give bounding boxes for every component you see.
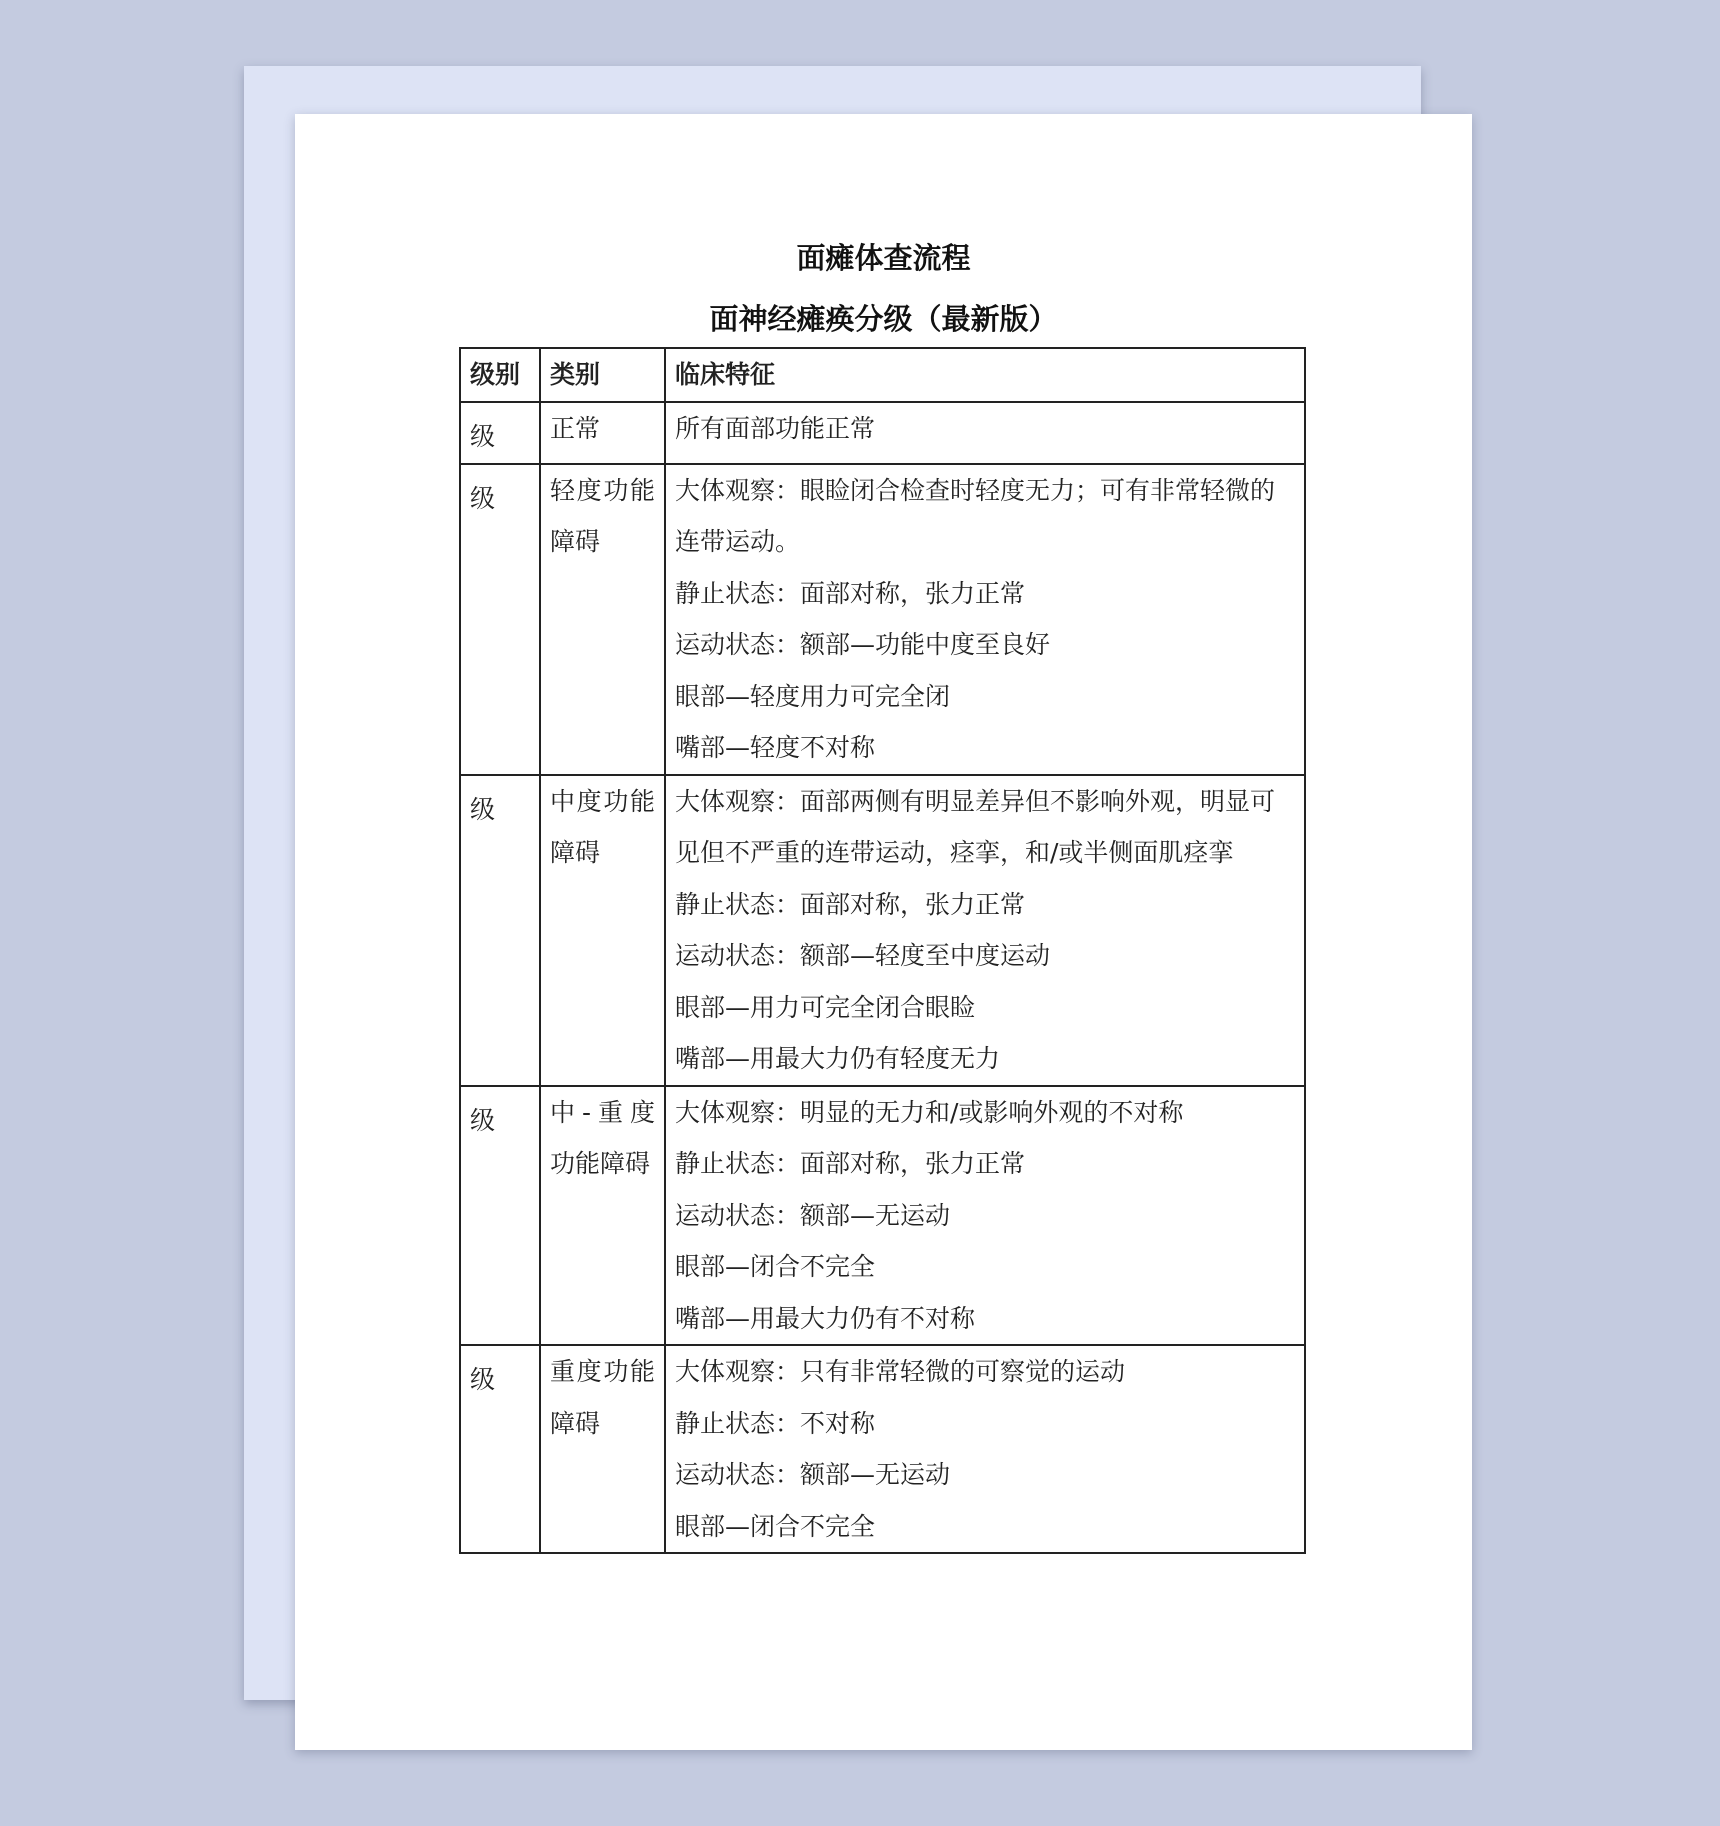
features-cell: [665, 464, 1305, 775]
level-cell: 级: [460, 464, 540, 775]
feature-line: 运动状态：额部—无运动: [675, 1200, 951, 1230]
feature-line: 眼部—闭合不完全: [675, 1511, 876, 1541]
features-cell: [665, 1086, 1305, 1346]
document-subtitle: 面神经瘫痪分级（最新版）: [709, 302, 1058, 336]
feature-line: 运动状态：额部—功能中度至良好: [675, 630, 1051, 659]
feature-line: 静止状态：面部对称，张力正常: [675, 578, 1026, 608]
feature-line: 运动状态：额部—轻度至中度运动: [675, 941, 1051, 970]
table-row: [460, 1345, 1305, 1553]
level-cell: 级: [460, 1086, 540, 1346]
feature-line: 大体观察：面部两侧有明显差异但不影响外观，明显可见但不严重的连带运动，痉挛，和/或半侧面肌痉挛: [675, 786, 1276, 867]
category-cell: 轻度功能障碍: [540, 464, 665, 775]
category-cell: 重度功能障碍: [540, 1345, 665, 1553]
document-page: [295, 114, 1472, 1750]
level-cell: 级: [460, 1345, 540, 1553]
feature-line: 嘴部—用最大力仍有轻度无力: [675, 1044, 1001, 1073]
features-cell: [665, 402, 1305, 464]
table-row: [460, 464, 1305, 775]
document-title: 面瘫体查流程: [796, 241, 971, 275]
grading-table: [459, 347, 1306, 1554]
features-cell: [665, 775, 1305, 1086]
feature-line: 静止状态：不对称: [675, 1408, 876, 1438]
feature-line: 眼部—闭合不完全: [675, 1252, 876, 1281]
category-cell: 中度功能障碍: [540, 775, 665, 1086]
feature-line: 静止状态：面部对称，张力正常: [675, 1149, 1026, 1178]
table-row: [460, 402, 1305, 464]
table-row: [460, 775, 1305, 1086]
feature-line: 静止状态：面部对称，张力正常: [675, 889, 1026, 919]
feature-line: 嘴部—轻度不对称: [675, 733, 876, 762]
feature-line: 大体观察：眼睑闭合检查时轻度无力；可有非常轻微的连带运动。: [675, 475, 1276, 556]
feature-line: 运动状态：额部—无运动: [675, 1460, 951, 1489]
feature-line: 嘴部—用最大力仍有不对称: [675, 1303, 976, 1333]
table-row: [460, 1086, 1305, 1346]
feature-line: 眼部—轻度用力可完全闭: [675, 681, 951, 711]
feature-line: 所有面部功能正常: [675, 414, 876, 443]
feature-line: 大体观察：只有非常轻微的可察觉的运动: [675, 1357, 1126, 1386]
category-cell: 正常: [540, 402, 665, 464]
header-features: 临床特征: [665, 348, 1305, 402]
level-cell: 级: [460, 775, 540, 1086]
category-cell: 中-重度功能障碍: [540, 1086, 665, 1346]
feature-line: 大体观察：明显的无力和/或影响外观的不对称: [675, 1097, 1184, 1127]
feature-line: 眼部—用力可完全闭合眼睑: [675, 992, 976, 1022]
level-cell: 级: [460, 402, 540, 464]
features-cell: [665, 1345, 1305, 1553]
header-category: 类别: [540, 348, 665, 402]
table-header-row: [460, 348, 1305, 402]
header-level: 级别: [460, 348, 540, 402]
